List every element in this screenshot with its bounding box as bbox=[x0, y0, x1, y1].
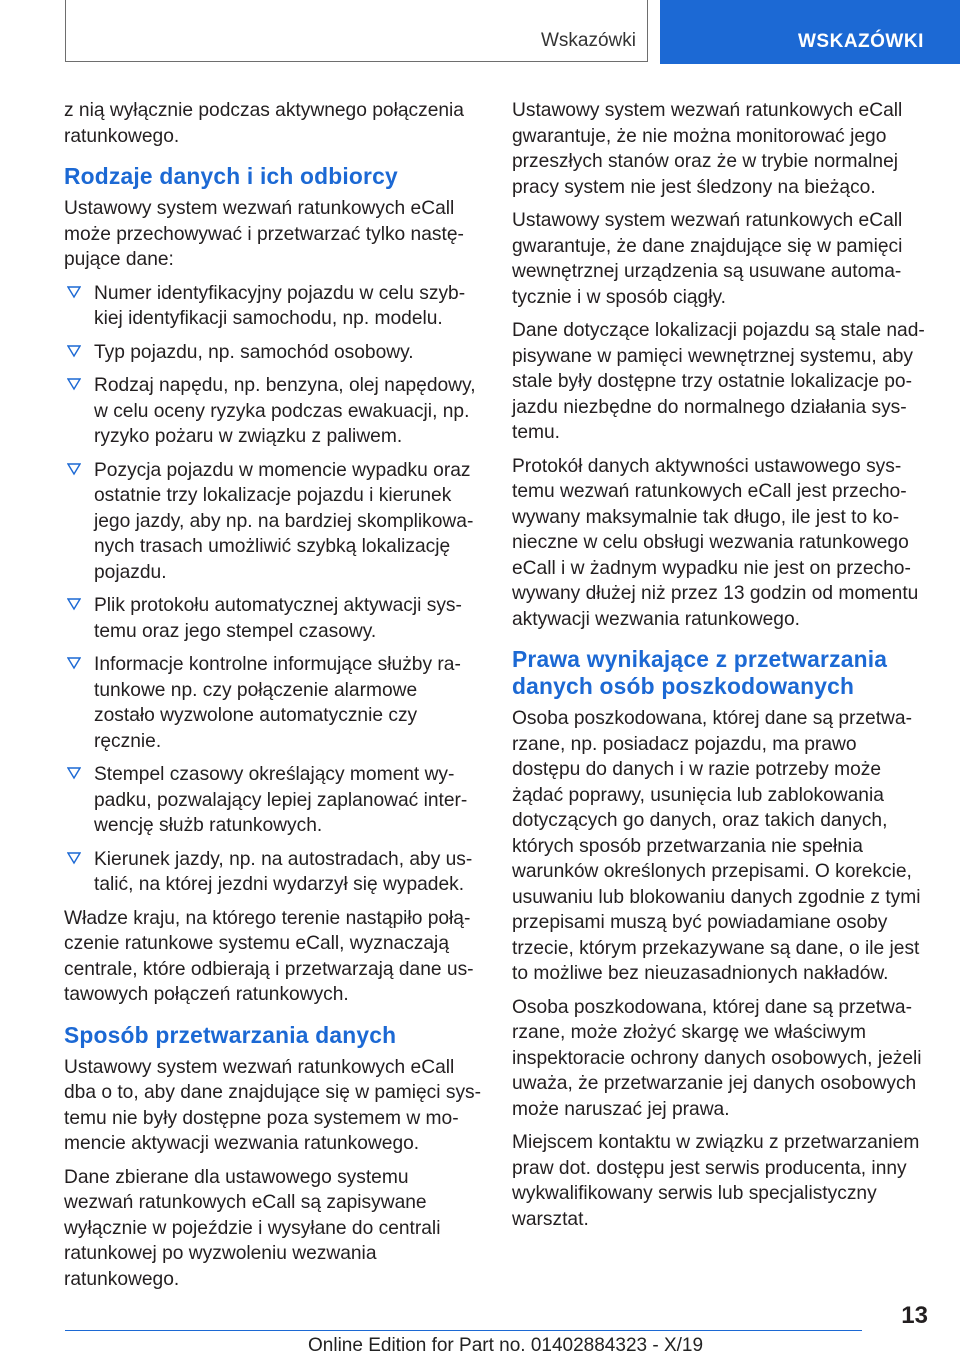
paragraph-rights-2: Osoba poszkodowana, której dane są przetwarzane, może złożyć skargę we właściwym inspektoracie ochrony danych osobowych, jeżeli uważa, że przetwarzanie jej danych osobowych może naruszać jej prawa. bbox=[512, 996, 922, 1120]
list-item-text: Typ pojazdu, np. samochód osobowy. bbox=[94, 341, 414, 363]
paragraph-monitoring: Ustawowy system wezwań ratunkowych eCall gwarantuje, że nie można monitorować jego przeszłych stanów oraz że w trybie normalnej pracy system nie jest śledzony na bieżąco. bbox=[512, 100, 903, 198]
list-item bbox=[64, 340, 482, 366]
triangle-bullet-icon bbox=[67, 597, 81, 611]
paragraph-processing-1: Ustawowy system wezwań ratunkowych eCall dba o to, aby dane znajdujące się w pamięci systemu nie były dostępne poza systemem w momencie aktywacji wezwania ratunkowego. bbox=[64, 1056, 482, 1154]
triangle-bullet-icon bbox=[67, 656, 81, 670]
triangle-bullet-icon bbox=[67, 285, 81, 299]
list-item-text: Kierunek jazdy, np. na autostradach, aby ustalić, na której jezdni wydarzył się wypadek. bbox=[94, 848, 473, 895]
paragraph-processing-2: Dane zbierane dla ustawowego systemu wezwań ratunkowych eCall są zapisywane wyłącznie w pojeździe i wysyłane do centrali ratunkowej po wyzwoleniu wezwania ratunkowego. bbox=[64, 1166, 441, 1290]
left-column bbox=[64, 98, 482, 1300]
page-number: 13 bbox=[901, 1302, 928, 1329]
list-item bbox=[64, 593, 482, 644]
paragraph-authorities: Władze kraju, na którego terenie nastąpiło połączenie ratunkowe systemu eCall, wyznaczają centrale, które odbierają i przetwarzają dane ustawowych połączeń ratunkowych. bbox=[64, 907, 474, 1005]
header-chapter-tab bbox=[660, 0, 960, 64]
header-section-title: Wskazówki bbox=[540, 30, 636, 51]
list-item-text: Informacje kontrolne informujące służby ratunkowe np. czy połączenie alarmowe zostało wyzwolone automatycznie czy ręcznie. bbox=[94, 654, 461, 752]
paragraph-rights-1: Osoba poszkodowana, której dane są przetwarzane, np. posiadacz pojazdu, ma prawo dostępu do danych i w razie potrzeby może żądać poprawy, usunięcia lub zablokowania dotyczących go danych, oraz takich danych, których sposób przetwarzania nie spełnia warunków określonych przepisami. O korekcie, usuwaniu lub blokowaniu danych zgodnie z tymi przepisami muszą być powiadamiane osoby trzecie, którym przekazywane są dane, o ile jest to możliwe bez nieuzasadnionych nakładów. bbox=[512, 708, 921, 984]
triangle-bullet-icon bbox=[67, 462, 81, 476]
right-column bbox=[512, 98, 928, 1240]
footer-edition-text: Online Edition for Part no. 01402884323 - X/19 bbox=[308, 1335, 704, 1356]
heading-data-processing: Sposób przetwarzania danych bbox=[64, 1021, 397, 1048]
paragraph-contact: Miejscem kontaktu w związku z przetwarzaniem praw dot. dostępu jest serwis producenta, inny wykwalifikowany serwis lub specjalistyczny warsztat. bbox=[512, 1132, 920, 1230]
list-item-text: Plik protokołu automatycznej aktywacji systemu oraz jego stempel czasowy. bbox=[94, 595, 462, 642]
paragraph-data-types: Ustawowy system wezwań ratunkowych eCall może przechowywać i przetwarzać tylko następujące dane: bbox=[64, 198, 464, 270]
list-item bbox=[64, 847, 482, 898]
intro-paragraph: z nią wyłącznie podczas aktywnego połączenia ratunkowego. bbox=[64, 100, 464, 147]
triangle-bullet-icon bbox=[67, 344, 81, 358]
data-types-list bbox=[64, 281, 482, 898]
triangle-bullet-icon bbox=[67, 377, 81, 391]
list-item-text: Pozycja pojazdu w momencie wypadku oraz ostatnie trzy lokalizacje pojazdu i kierunek jego jazdy, aby np. na bardziej skomplikowanych trasach umożliwić szybką lokalizację pojazdu. bbox=[94, 459, 474, 583]
heading-data-types: Rodzaje danych i ich odbiorcy bbox=[64, 163, 398, 189]
header-chapter-tab-label: WSKAZÓWKI bbox=[798, 31, 924, 52]
triangle-bullet-icon bbox=[67, 766, 81, 780]
triangle-bullet-icon bbox=[67, 851, 81, 865]
list-item bbox=[64, 762, 482, 839]
list-item bbox=[64, 458, 482, 586]
list-item-text: Numer identyfikacyjny pojazdu w celu szybkiej identyfikacji samochodu, np. modelu. bbox=[94, 282, 466, 329]
paragraph-location: Dane dotyczące lokalizacji pojazdu są stale nadpisywane w pamięci wewnętrznej systemu, aby stale były dostępne trzy ostatnie lokalizacje pojazdu niezbędne do normalnego działania systemu. bbox=[512, 320, 925, 443]
list-item bbox=[64, 373, 482, 450]
list-item bbox=[64, 652, 482, 754]
heading-rights: Prawa wynikające z przetwarzania danych osób poszkodowanych bbox=[512, 646, 888, 699]
paragraph-deletion: Ustawowy system wezwań ratunkowych eCall gwarantuje, że dane znajdujące się w pamięci wewnętrznej urządzenia są usuwane automatycznie i w sposób ciągły. bbox=[512, 210, 903, 308]
list-item bbox=[64, 281, 482, 332]
list-item-text: Rodzaj napędu, np. benzyna, olej napędowy, w celu oceny ryzyka podczas ewakuacji, np. ryzyko pożaru w związku z paliwem. bbox=[94, 375, 476, 447]
paragraph-protocol: Protokół danych aktywności ustawowego systemu wezwań ratunkowych eCall jest przechowywany maksymalnie tak długo, ile jest to konieczne w celu obsługi wezwania ratunkowego eCall i w żadnym wypadku nie jest on przechowywany dłużej niż przez 13 godzin od momentu aktywacji wezwania ratunkowego. bbox=[512, 455, 919, 630]
footer-divider bbox=[65, 1330, 862, 1331]
list-item-text: Stempel czasowy określający moment wypadku, pozwalający lepiej zaplanować interwencję służb ratunkowych. bbox=[94, 764, 468, 836]
